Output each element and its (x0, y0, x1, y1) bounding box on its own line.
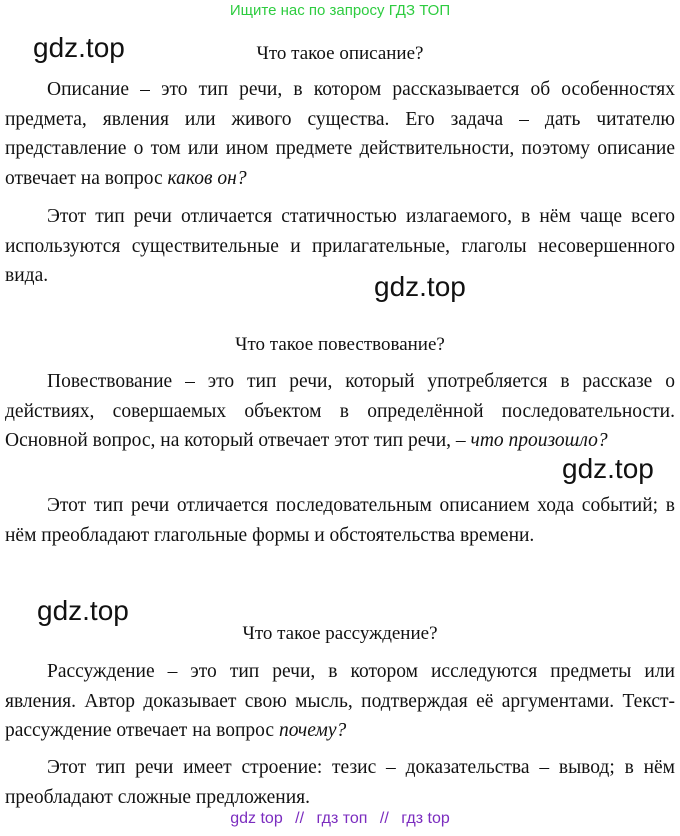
question-emphasis: каков он? (167, 167, 247, 189)
section-title-reasoning: Что такое рассуждение? (242, 623, 438, 644)
paragraph (5, 202, 675, 291)
question-emphasis: почему? (278, 720, 347, 741)
footer-link[interactable]: gdz top (230, 810, 283, 827)
watermark-logo: gdz.top (37, 595, 129, 626)
paragraph-text: Этот тип речи имеет строение: тезис – доказательства – вывод; в нём преобладают сложные предложения. (5, 757, 675, 808)
paragraph-text: Описание – это тип речи, в котором рассказывается об особенностях предмета, явления или живого существа. Его задача – дать читателю представление о том или ином предмете действительности, поэтому описание отвечает на вопрос (5, 79, 675, 189)
paragraph (5, 367, 675, 456)
footer-separator: // (379, 810, 389, 827)
watermark-logo: gdz.top (562, 453, 654, 484)
footer-separator: // (295, 810, 305, 827)
paragraph (5, 75, 675, 193)
watermark-logo: gdz.top (33, 32, 125, 63)
footer-link[interactable]: гдз top (401, 810, 450, 827)
paragraph (5, 657, 675, 746)
paragraph-text: Этот тип речи отличается последовательным описанием хода событий; в нём преобладают глагольные формы и обстоятельства времени. (5, 495, 675, 546)
watermark-logo: gdz.top (374, 271, 466, 302)
footer-link[interactable]: гдз топ (316, 810, 368, 827)
footer-nav (0, 810, 680, 828)
section-title-narration: Что такое повествование? (235, 334, 445, 355)
paragraph-text: Этот тип речи отличается статичностью излагаемого, в нём чаще всего используются существительные и прилагательные, глаголы несовершенного вида. (5, 206, 675, 286)
paragraph (5, 753, 675, 812)
paragraph-text: Повествование – это тип речи, который употребляется в рассказе о действиях, совершаемых объектом в определённой последовательности. Основной вопрос, на который отвечает этот тип речи, – (5, 371, 675, 451)
question-emphasis: что произошло? (470, 430, 608, 451)
paragraph-text: Рассуждение – это тип речи, в котором исследуются предметы или явления. Автор доказывает свою мысль, подтверждая её аргументами. Текст-рассуждение отвечает на вопрос (5, 661, 675, 741)
paragraph (5, 491, 675, 550)
section-title-description: Что такое описание? (256, 43, 424, 64)
search-hint-banner: Ищите нас по запросу ГДЗ ТОП (229, 2, 451, 19)
